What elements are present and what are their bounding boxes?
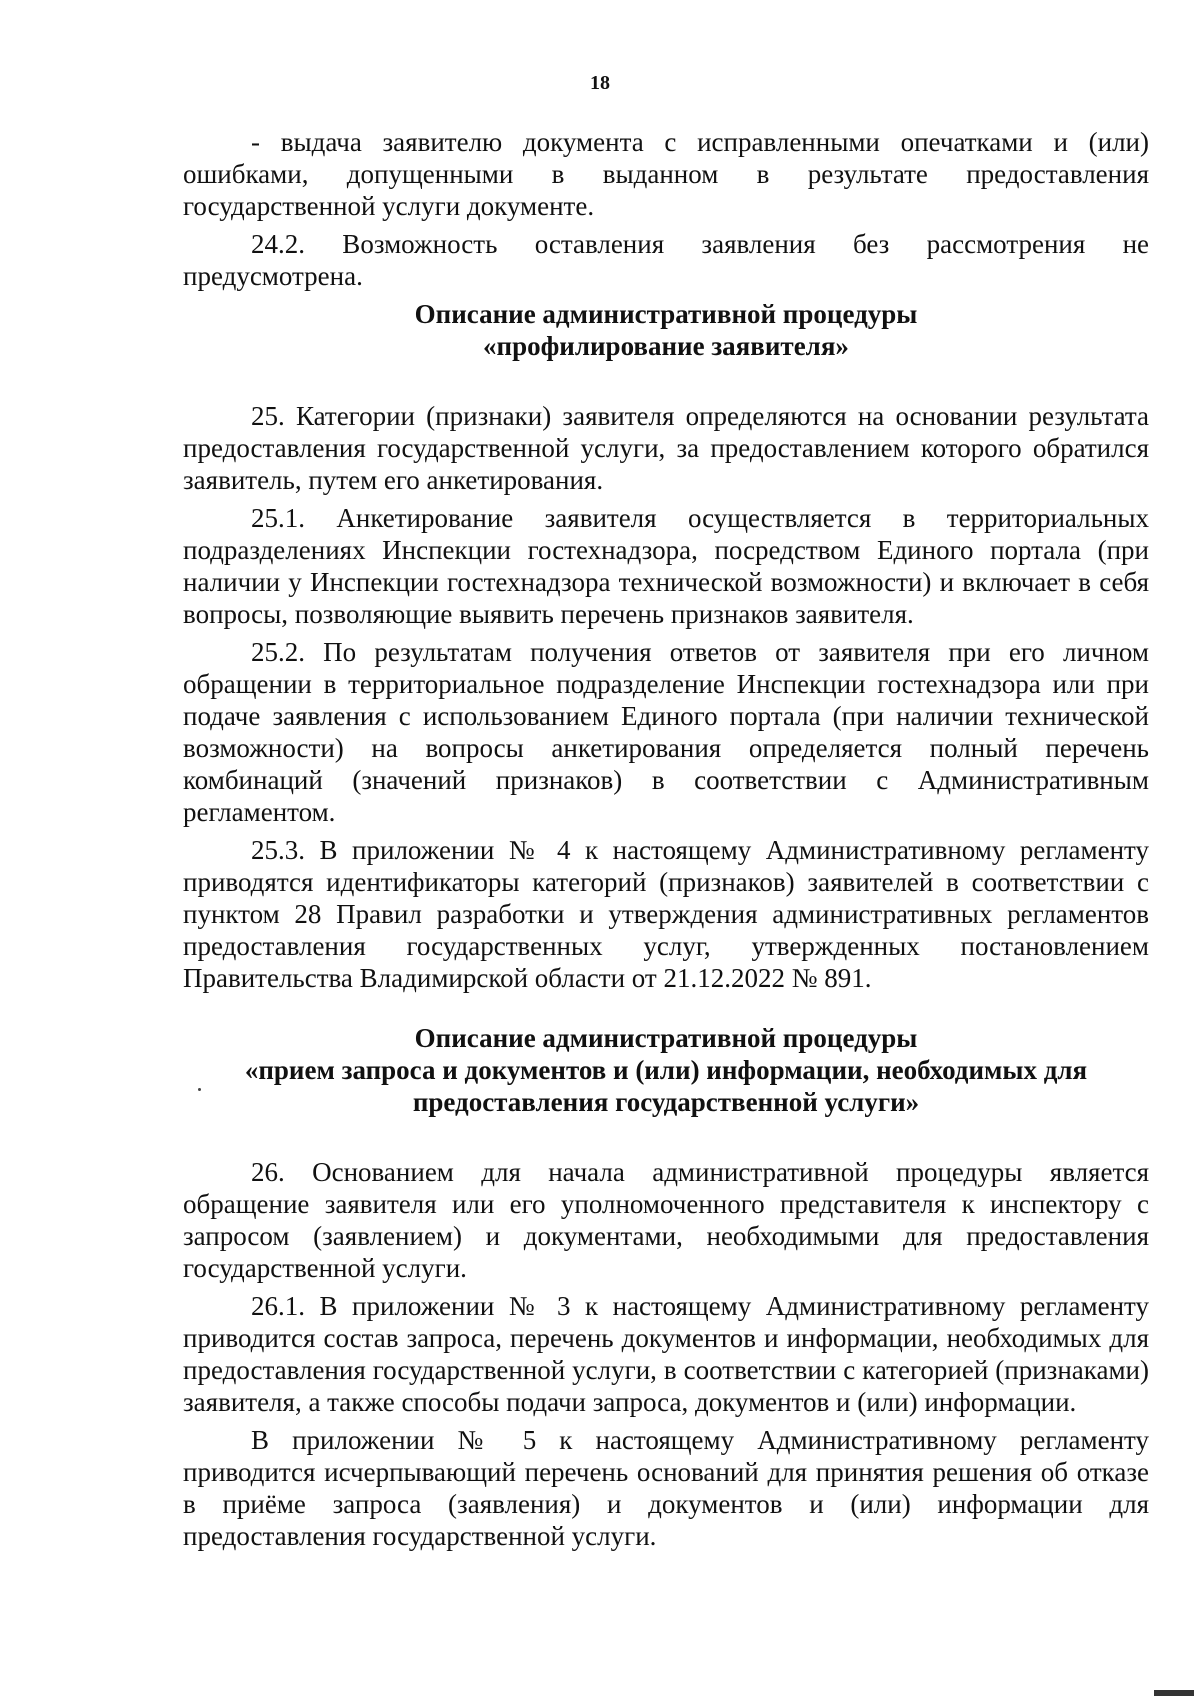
section-heading-request-acceptance	[183, 1022, 1149, 1118]
section-heading-profiling	[183, 298, 1149, 362]
paragraph-appendix-5: В приложении № 5 к настоящему Административному регламенту приводится исчерпывающий перечень оснований для принятия решения об отказе в приёме запроса (заявления) и документов и (или) информации для предоставления государственной услуги.	[183, 1425, 1149, 1551]
page-number: 18	[590, 72, 610, 94]
paragraph-24-2: 24.2. Возможность оставления заявления без рассмотрения не предусмотрена.	[183, 229, 1149, 291]
document-body	[183, 126, 1149, 1552]
heading-line: Описание административной процедуры	[414, 299, 918, 329]
scan-edge-mark	[1154, 1690, 1194, 1696]
heading-line: предоставления государственной услуги»	[412, 1087, 920, 1117]
scan-speck	[198, 1088, 201, 1091]
paragraph-25-1: 25.1. Анкетирование заявителя осуществляется в территориальных подразделениях Инспекции гостехнадзора, посредством Единого портала (при наличии у Инспекции гостехнадзора технической возможности) и включает в себя вопросы, позволяющие выявить перечень признаков заявителя.	[183, 503, 1149, 629]
paragraph-26: 26. Основанием для начала административной процедуры является обращение заявителя или его уполномоченного представителя к инспектору с запросом (заявлением) и документами, необходимыми для предоставления государственной услуги.	[183, 1157, 1149, 1283]
paragraph-25-3: 25.3. В приложении № 4 к настоящему Административному регламенту приводятся идентификаторы категорий (признаков) заявителей в соответствии с пунктом 28 Правил разработки и утверждения административных регламентов предоставления государственных услуг, утвержденных постановлением Правительства Владимирской области от 21.12.2022 № 891.	[183, 835, 1149, 993]
paragraph-issuance-corrected-document: - выдача заявителю документа с исправленными опечатками и (или) ошибками, допущенными в выданном в результате предоставления государственной услуги документе.	[183, 127, 1149, 221]
paragraph-26-1: 26.1. В приложении № 3 к настоящему Административному регламенту приводится состав запроса, перечень документов и информации, необходимых для предоставления государственной услуги, в соответствии с категорией (признаками) заявителя, а также способы подачи запроса, документов и (или) информации.	[183, 1291, 1149, 1417]
heading-line: «профилирование заявителя»	[483, 331, 849, 361]
paragraph-25: 25. Категории (признаки) заявителя определяются на основании результата предоставления государственной услуги, за предоставлением которого обратился заявитель, путем его анкетирования.	[183, 401, 1149, 495]
paragraph-25-2: 25.2. По результатам получения ответов от заявителя при его личном обращении в территориальное подразделение Инспекции гостехнадзора или при подаче заявления с использованием Единого портала (при наличии технической возможности) на вопросы анкетирования определяется полный перечень комбинаций (значений признаков) в соответствии с Административным регламентом.	[183, 637, 1149, 827]
heading-line: «прием запроса и документов и (или) информации, необходимых для	[244, 1055, 1088, 1085]
heading-line: Описание административной процедуры	[414, 1023, 918, 1053]
